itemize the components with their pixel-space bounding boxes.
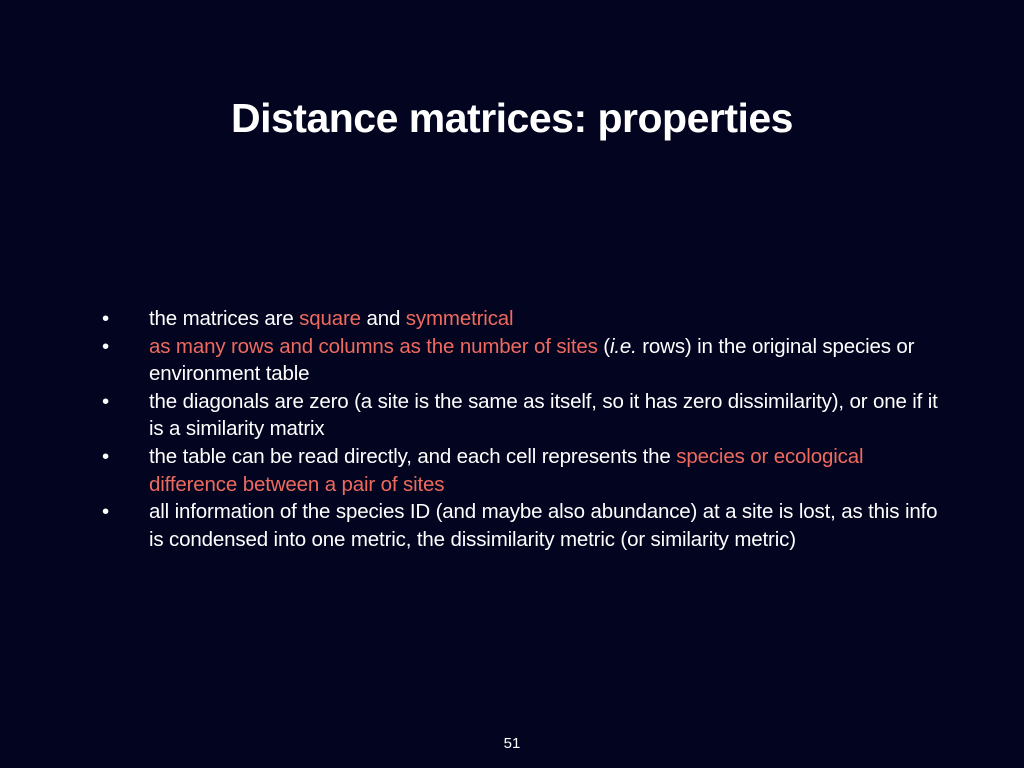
bullet-text: and bbox=[360, 307, 406, 330]
bullet-text: all information of the species ID (and maybe also abundance) at a site is lost, as this info is condensed into one metric, the dissimilarity metric (or similarity metric) bbox=[149, 500, 938, 551]
bullet-text: rows) in the original species or environment table bbox=[149, 334, 915, 386]
bullet-list bbox=[100, 305, 940, 553]
highlight-text: as many rows and columns as the number of sites bbox=[149, 334, 598, 358]
slide-title: Distance matrices: properties bbox=[230, 95, 793, 141]
bullet-item-2 bbox=[100, 333, 940, 388]
bullet-item-3 bbox=[100, 388, 940, 443]
bullet-text: the matrices are bbox=[149, 307, 300, 330]
bullet-text: the table can be read directly, and each cell represents the bbox=[149, 444, 677, 468]
highlight-text: square bbox=[299, 307, 361, 330]
italic-text: i.e. bbox=[609, 334, 637, 358]
bullet-dot-icon: • bbox=[102, 334, 110, 358]
bullet-dot-icon: • bbox=[102, 444, 110, 468]
bullet-item-1 bbox=[100, 305, 940, 333]
highlight-text: symmetrical bbox=[405, 307, 514, 330]
bullet-text: the diagonals are zero (a site is the same as itself, so it has zero dissimilarity), or one if it is a similarity matrix bbox=[149, 389, 938, 441]
bullet-dot-icon: • bbox=[102, 307, 110, 330]
bullet-dot-icon: • bbox=[102, 389, 110, 413]
highlight-text: species or ecological difference between a pair of sites bbox=[149, 444, 864, 496]
bullet-dot-icon: • bbox=[102, 500, 110, 524]
bullet-item-4 bbox=[100, 443, 940, 498]
bullet-text: ( bbox=[597, 334, 610, 358]
page-number: 51 bbox=[503, 735, 521, 752]
bullet-item-5 bbox=[100, 498, 940, 553]
